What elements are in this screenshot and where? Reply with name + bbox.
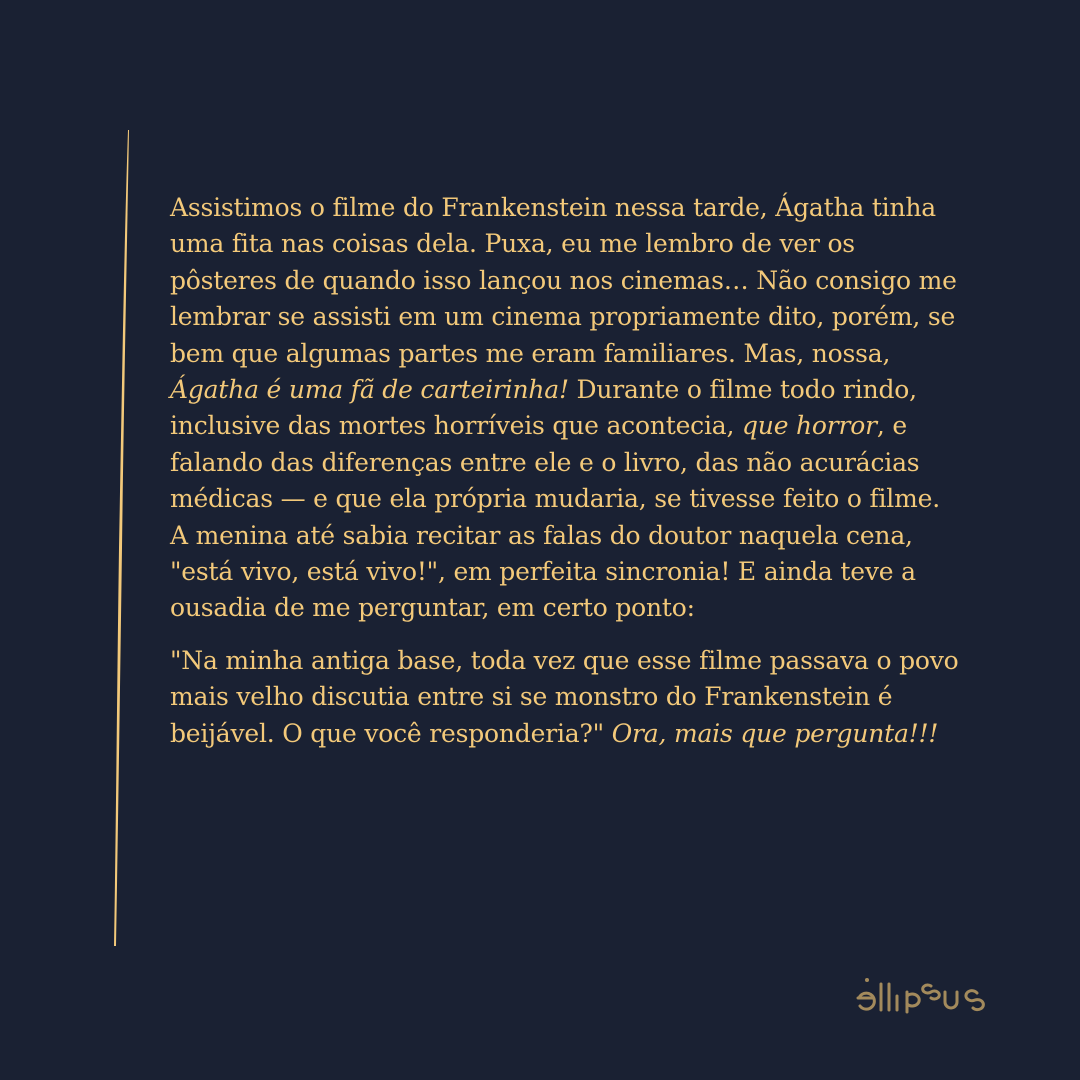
paragraph-2 (170, 643, 960, 752)
logo-text (1005, 972, 1006, 973)
paragraph-1 (170, 190, 960, 627)
paragraph-1-italic-2: que horror (741, 411, 877, 441)
paragraph-1-italic-1: Ágatha é uma fã de carteirinha! (170, 375, 569, 405)
ellipsus-logo (855, 972, 1005, 1014)
paragraph-1-text-3: , e falando das diferenças entre ele e o livro, das não acurácias médicas — e que ela própria mudaria, se tivesse feito o filme. A menina até sabia recitar as falas do doutor naquela cena, "está vivo, está vivo!", em perfeita sincronia! E ainda teve a ousadia de me perguntar, em certo ponto: (170, 411, 940, 623)
vertical-divider-line (110, 128, 132, 948)
paragraph-2-italic-1: Ora, mais que pergunta!!! (611, 718, 939, 748)
paragraph-1-text-2: Durante o filme todo rindo, inclusive das mortes horríveis que acontecia, (170, 375, 917, 441)
ellipsus-logo-mark (855, 972, 1005, 1014)
paragraph-2-text-1: "Na minha antiga base, toda vez que esse filme passava o povo mais velho discutia entre si se monstro do Frankenstein é beijável. O que você responderia?" (170, 645, 959, 748)
story-text (170, 190, 960, 752)
paragraph-1-text-1: Assistimos o filme do Frankenstein nessa tarde, Ágatha tinha uma fita nas coisas dela. Puxa, eu me lembro de ver os pôsteres de quando isso lançou nos cinemas… Não consigo me lembrar se assisti em um cinema propriamente dito, porém, se bem que algumas partes me eram familiares. Mas, nossa, (170, 193, 957, 368)
